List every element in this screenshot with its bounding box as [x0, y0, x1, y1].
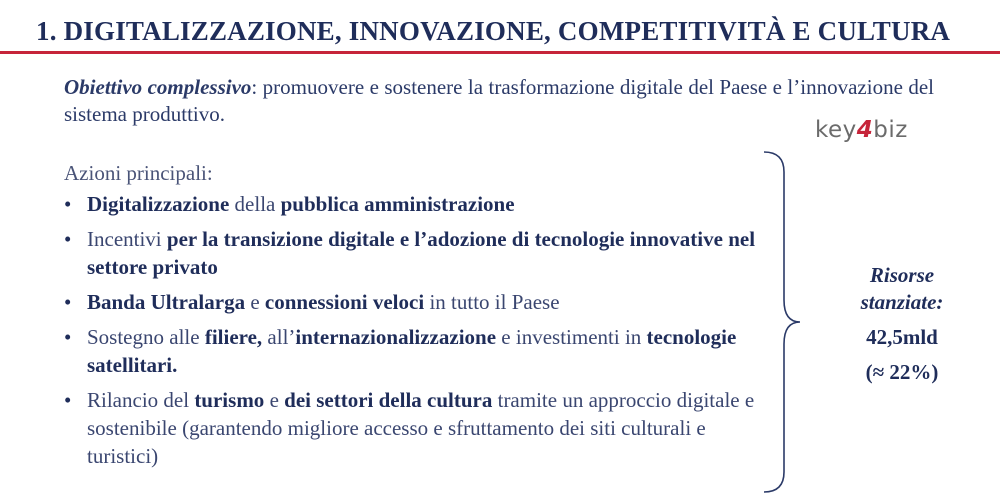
action-item-text: e investimenti in	[496, 325, 647, 349]
bullet-dot-icon: •	[64, 227, 72, 251]
title-underline	[0, 51, 1000, 54]
resources-label-line1: Risorse	[869, 263, 935, 287]
action-item-text: Incentivi	[87, 227, 167, 251]
action-item-emphasis: connessioni veloci	[264, 290, 425, 314]
action-item-emphasis: turismo	[194, 388, 265, 412]
bullet-dot-icon: •	[64, 388, 72, 412]
action-item	[64, 323, 764, 379]
action-item	[64, 386, 764, 470]
resources-summary	[842, 262, 962, 386]
action-item-emphasis: Banda Ultralarga	[87, 290, 246, 314]
action-item-text: Rilancio del	[87, 388, 195, 412]
action-item	[64, 190, 764, 218]
action-item-emphasis: tecnologie satellitari.	[87, 325, 737, 377]
logo-prefix: key	[815, 117, 857, 143]
action-item-text: Sostegno alle	[87, 325, 205, 349]
action-item-emphasis: Digitalizzazione	[87, 192, 230, 216]
slide-title: 1. DIGITALIZZAZIONE, INNOVAZIONE, COMPETITIVITÀ E CULTURA	[36, 16, 951, 46]
objective-text: : promuovere e sostenere la trasformazione digitale del Paese e l’innovazione del sistema produttivo.	[64, 75, 934, 126]
resources-label-line2: stanziate:	[860, 290, 944, 314]
objective-paragraph	[64, 74, 934, 128]
action-item	[64, 288, 764, 316]
action-item-text: e	[245, 290, 265, 314]
actions-heading: Azioni principali:	[64, 161, 213, 185]
action-item-emphasis: internazionalizzazione	[295, 325, 497, 349]
resources-amount: 42,5mld	[866, 325, 938, 349]
action-item-text: e	[264, 388, 285, 412]
objective-label: Obiettivo complessivo	[64, 75, 252, 99]
bullet-dot-icon: •	[64, 192, 72, 216]
action-item	[64, 225, 764, 281]
curly-brace	[760, 150, 820, 495]
actions-list	[64, 190, 764, 477]
logo-suffix: biz	[873, 117, 908, 143]
logo-mark: 4	[856, 117, 874, 143]
action-item-emphasis: filiere,	[204, 325, 263, 349]
action-item-text: in tutto il Paese	[424, 290, 560, 314]
bullet-dot-icon: •	[64, 325, 72, 349]
action-item-emphasis: dei settori della cultura	[284, 388, 493, 412]
resources-percent: (≈ 22%)	[865, 360, 939, 384]
action-item-text: tramite un approccio digitale e sostenibile (garantendo migliore accesso e sfruttamento dei siti culturali e turistici)	[87, 388, 755, 468]
key4biz-logo	[815, 117, 908, 143]
action-item-text: della	[229, 192, 281, 216]
action-item-emphasis: pubblica amministrazione	[280, 192, 515, 216]
bullet-dot-icon: •	[64, 290, 72, 314]
action-item-text: all’	[262, 325, 296, 349]
action-item-emphasis: per la transizione digitale e l’adozione di tecnologie innovative nel settore privato	[87, 227, 756, 279]
